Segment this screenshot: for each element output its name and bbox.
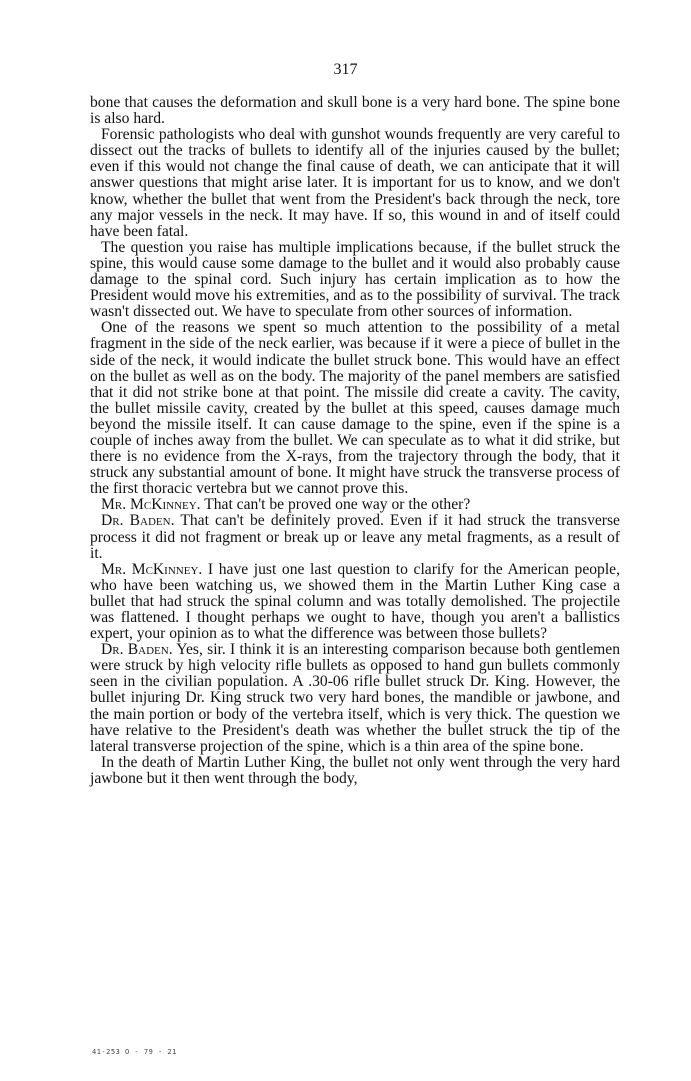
paragraph-text: Yes, sir. I think it is an interesting comparison because both gentlemen were struck by high velocity rifle bullets as opposed to hand gun bullets commonly seen in the civilian population. A .30-06 rifle bullet struck Dr. King. However, the bullet injuring Dr. King struck two very hard bones, the mandible or jawbone, and the main portion or body of the vertebra itself, which is very thick. The question we have relative to the President's death was whether the bullet struck the tip of the lateral transverse projection of the spine, which is a thin area of the spine bone. [90, 641, 620, 755]
paragraph [90, 95, 620, 127]
paragraph-text: That can't be proved one way or the other? [204, 496, 471, 514]
paragraph-text: bone that causes the deformation and skull bone is a very hard bone. The spine bone is also hard. [90, 94, 620, 128]
paragraph-text: In the death of Martin Luther King, the bullet not only went through the very hard jawbone but it then went through the body, [90, 753, 620, 787]
paragraph-text: That can't be definitely proved. Even if it had struck the transverse process it did not fragment or break up or leave any metal fragments, as a result of it. [90, 512, 620, 562]
speaker-name: Dr. Baden. [101, 641, 173, 659]
paragraph [90, 240, 620, 320]
paragraph [90, 320, 620, 497]
page-number: 317 [333, 61, 358, 78]
paragraph-text: The question you raise has multiple implications because, if the bullet struck the spine, this would cause some damage to the bullet and it would also probably cause damage to the spinal cord. Such injury has certain implication as to how the President would move his extremities, and as to the possibility of survival. The track wasn't dissected out. We have to speculate from other sources of information. [90, 238, 620, 321]
paragraph [90, 513, 620, 561]
paragraph-text: Forensic pathologists who deal with gunshot wounds frequently are very careful to dissect out the tracks of bullets to identify all of the injuries caused by the bullet; even if this would not change the final cause of death, we can anticipate that it will answer questions that might arise later. It is important for us to know, and we don't know, whether the bullet that went from the President's back through the neck, tore any major vessels in the neck. It may have. If so, this wound in and of itself could have been fatal. [90, 126, 620, 240]
paragraph [90, 497, 620, 513]
speaker-name: Mr. McKinney. [101, 496, 201, 514]
body-text [90, 95, 620, 787]
paragraph [90, 127, 620, 240]
paragraph [90, 755, 620, 787]
paragraph [90, 562, 620, 642]
print-code: 41-253 O - 79 - 21 [92, 1048, 177, 1056]
paragraph-text: One of the reasons we spent so much attention to the possibility of a metal fragment in the side of the neck earlier, was because if it were a piece of bullet in the side of the neck, it would indicate the bullet struck bone. This would have an effect on the bullet as well as on the body. The majority of the panel members are satisfied that it did not strike bone at that point. The missile did create a cavity. The cavity, the bullet missile cavity, created by the bullet at this speed, causes damage much beyond the missile itself. It can cause damage to the spine, even if the spine is a couple of inches away from the bullet. We can speculate as to what it did strike, but there is no evidence from the X-rays, from the trajectory through the body, that it struck any substantial amount of bone. It might have struck the transverse process of the first thoracic vertebra but we cannot prove this. [90, 319, 620, 498]
speaker-name: Dr. Baden. [101, 512, 175, 530]
speaker-name: Mr. McKinney. [101, 560, 203, 578]
paragraph [90, 642, 620, 755]
paragraph-text: I have just one last question to clarify for the American people, who have been watching us, we showed them in the Martin Luther King case a bullet that had struck the spinal column and was totally demolished. The projectile was flattened. I thought perhaps we ought to have, though you aren't a ballistics expert, your opinion as to what the difference was between those bullets? [90, 560, 621, 643]
